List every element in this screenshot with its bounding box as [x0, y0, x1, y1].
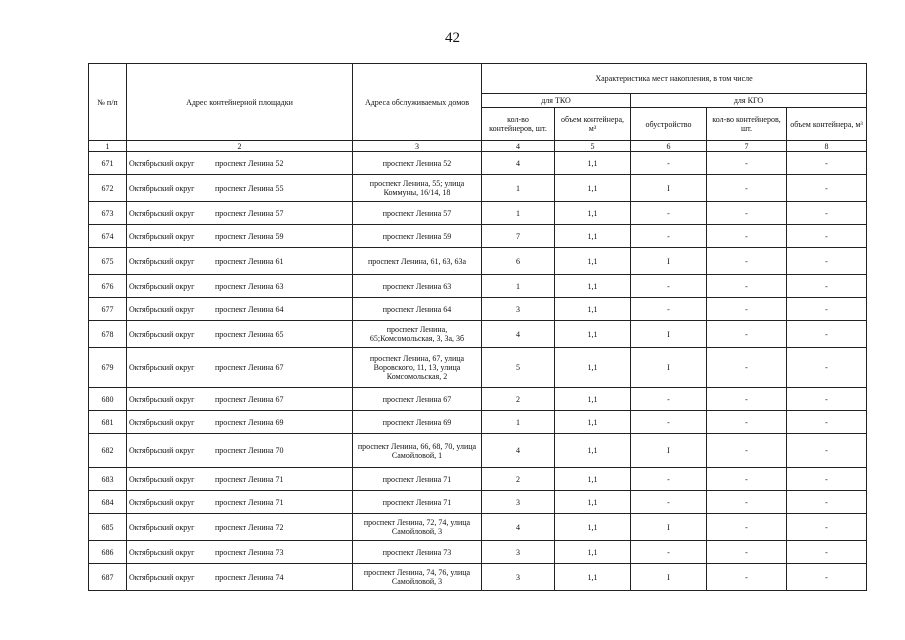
- tko-count: 1: [482, 202, 555, 225]
- served-addresses: проспект Ленина 59: [353, 225, 482, 248]
- site-street: проспект Ленина 67: [215, 363, 284, 372]
- site-address-cell: [127, 248, 353, 275]
- row-number: 672: [89, 175, 127, 202]
- kgo-count: -: [707, 434, 787, 468]
- district-name: Октябрьский округ: [129, 158, 195, 168]
- kgo-volume: -: [787, 541, 867, 564]
- site-address-cell: [127, 514, 353, 541]
- tko-volume: 1,1: [555, 248, 631, 275]
- tko-volume: 1,1: [555, 175, 631, 202]
- kgo-arrangement: -: [631, 298, 707, 321]
- tko-count: 4: [482, 514, 555, 541]
- site-street: проспект Ленина 72: [215, 522, 284, 532]
- kgo-count: -: [707, 175, 787, 202]
- header-tko-count: кол-во контейнеров, шт.: [482, 108, 555, 141]
- district-name: Октябрьский округ: [129, 208, 195, 218]
- served-addresses: проспект Ленина, 55; улица Коммуны, 16/14, 18: [353, 175, 482, 202]
- tko-count: 3: [482, 564, 555, 591]
- served-addresses: проспект Ленина 73: [353, 541, 482, 564]
- district-name: Октябрьский округ: [129, 497, 195, 507]
- served-addresses: проспект Ленина, 66, 68, 70, улица Самойловой, 1: [353, 434, 482, 468]
- served-addresses: проспект Ленина 71: [353, 491, 482, 514]
- kgo-arrangement: -: [631, 491, 707, 514]
- kgo-volume: -: [787, 514, 867, 541]
- kgo-count: -: [707, 468, 787, 491]
- table-row: [89, 564, 867, 591]
- site-address-cell: [127, 491, 353, 514]
- tko-volume: 1,1: [555, 564, 631, 591]
- header-group-kgo: для КГО: [631, 94, 867, 108]
- row-number: 682: [89, 434, 127, 468]
- tko-count: 5: [482, 348, 555, 388]
- kgo-arrangement: I: [631, 348, 707, 388]
- tko-count: 1: [482, 175, 555, 202]
- site-street: проспект Ленина 74: [215, 572, 284, 582]
- served-addresses: проспект Ленина 67: [353, 388, 482, 411]
- row-number: 680: [89, 388, 127, 411]
- tko-count: 2: [482, 388, 555, 411]
- tko-count: 3: [482, 491, 555, 514]
- site-address-cell: [127, 411, 353, 434]
- kgo-count: -: [707, 225, 787, 248]
- site-address-cell: [127, 175, 353, 202]
- served-addresses: проспект Ленина, 61, 63, 63а: [353, 248, 482, 275]
- site-address-cell: [127, 564, 353, 591]
- tko-volume: 1,1: [555, 541, 631, 564]
- site-street: проспект Ленина 67: [215, 394, 284, 404]
- header-number: № п/п: [89, 64, 127, 141]
- site-street: проспект Ленина 64: [215, 304, 284, 314]
- site-address-cell: [127, 541, 353, 564]
- tko-count: 3: [482, 541, 555, 564]
- served-addresses: проспект Ленина, 74, 76, улица Самойловой, 3: [353, 564, 482, 591]
- district-name: Октябрьский округ: [129, 183, 195, 193]
- table-row: [89, 321, 867, 348]
- kgo-volume: -: [787, 388, 867, 411]
- tko-volume: 1,1: [555, 388, 631, 411]
- district-name: Октябрьский округ: [129, 547, 195, 557]
- table-row: [89, 202, 867, 225]
- district-name: Октябрьский округ: [129, 474, 195, 484]
- kgo-arrangement: -: [631, 388, 707, 411]
- header-col-index: 2: [127, 141, 353, 152]
- header-site-address: Адрес контейнерной площадки: [127, 64, 353, 141]
- district-name: Октябрьский округ: [129, 363, 195, 372]
- row-number: 683: [89, 468, 127, 491]
- row-number: 673: [89, 202, 127, 225]
- kgo-count: -: [707, 491, 787, 514]
- kgo-volume: -: [787, 468, 867, 491]
- table-row: [89, 152, 867, 175]
- header-col-index: 3: [353, 141, 482, 152]
- served-addresses: проспект Ленина 64: [353, 298, 482, 321]
- row-number: 676: [89, 275, 127, 298]
- table-row: [89, 275, 867, 298]
- district-name: Октябрьский округ: [129, 394, 195, 404]
- kgo-count: -: [707, 564, 787, 591]
- site-street: проспект Ленина 61: [215, 256, 284, 266]
- kgo-volume: -: [787, 225, 867, 248]
- kgo-volume: -: [787, 491, 867, 514]
- site-street: проспект Ленина 65: [215, 329, 284, 339]
- kgo-volume: -: [787, 202, 867, 225]
- tko-volume: 1,1: [555, 152, 631, 175]
- tko-volume: 1,1: [555, 434, 631, 468]
- site-address-cell: [127, 202, 353, 225]
- tko-volume: 1,1: [555, 348, 631, 388]
- kgo-arrangement: -: [631, 468, 707, 491]
- tko-volume: 1,1: [555, 298, 631, 321]
- kgo-arrangement: -: [631, 411, 707, 434]
- table-row: [89, 248, 867, 275]
- tko-count: 6: [482, 248, 555, 275]
- header-characteristics: Характеристика мест накопления, в том числе: [482, 64, 867, 94]
- tko-count: 4: [482, 152, 555, 175]
- header-col-index: 1: [89, 141, 127, 152]
- site-street: проспект Ленина 73: [215, 547, 284, 557]
- kgo-count: -: [707, 275, 787, 298]
- served-addresses: проспект Ленина 52: [353, 152, 482, 175]
- district-name: Октябрьский округ: [129, 572, 195, 582]
- header-kgo-volume: объем контейнера, м³: [787, 108, 867, 141]
- kgo-arrangement: -: [631, 202, 707, 225]
- kgo-volume: -: [787, 564, 867, 591]
- kgo-volume: -: [787, 321, 867, 348]
- site-street: проспект Ленина 71: [215, 497, 284, 507]
- tko-count: 4: [482, 434, 555, 468]
- table-row: [89, 225, 867, 248]
- tko-count: 1: [482, 411, 555, 434]
- site-address-cell: [127, 468, 353, 491]
- header-kgo-arrangement: обустройство: [631, 108, 707, 141]
- table-row: [89, 388, 867, 411]
- tko-volume: 1,1: [555, 514, 631, 541]
- district-name: Октябрьский округ: [129, 304, 195, 314]
- kgo-arrangement: -: [631, 225, 707, 248]
- kgo-arrangement: I: [631, 321, 707, 348]
- table-row: [89, 491, 867, 514]
- site-street: проспект Ленина 57: [215, 208, 284, 218]
- header-kgo-count: кол-во контейнеров, шт.: [707, 108, 787, 141]
- table-header: [89, 64, 867, 152]
- table-row: [89, 298, 867, 321]
- site-address-cell: [127, 225, 353, 248]
- kgo-arrangement: I: [631, 564, 707, 591]
- served-addresses: проспект Ленина, 67, улица Воровского, 11, 13, улица Комсомольская, 2: [353, 348, 482, 388]
- kgo-arrangement: I: [631, 248, 707, 275]
- tko-count: 1: [482, 275, 555, 298]
- kgo-count: -: [707, 321, 787, 348]
- table-row: [89, 434, 867, 468]
- site-address-cell: [127, 275, 353, 298]
- table-row: [89, 468, 867, 491]
- kgo-arrangement: I: [631, 175, 707, 202]
- site-street: проспект Ленина 55: [215, 183, 284, 193]
- served-addresses: проспект Ленина 57: [353, 202, 482, 225]
- tko-volume: 1,1: [555, 468, 631, 491]
- tko-volume: 1,1: [555, 411, 631, 434]
- kgo-volume: -: [787, 411, 867, 434]
- site-street: проспект Ленина 52: [215, 158, 284, 168]
- header-tko-volume: объем контейнера, м³: [555, 108, 631, 141]
- site-street: проспект Ленина 59: [215, 231, 284, 241]
- tko-count: 3: [482, 298, 555, 321]
- table-row: [89, 175, 867, 202]
- kgo-count: -: [707, 411, 787, 434]
- kgo-count: -: [707, 248, 787, 275]
- kgo-volume: -: [787, 275, 867, 298]
- tko-count: 4: [482, 321, 555, 348]
- kgo-volume: -: [787, 348, 867, 388]
- served-addresses: проспект Ленина 71: [353, 468, 482, 491]
- row-number: 671: [89, 152, 127, 175]
- kgo-volume: -: [787, 434, 867, 468]
- tko-volume: 1,1: [555, 321, 631, 348]
- district-name: Октябрьский округ: [129, 522, 195, 532]
- row-number: 687: [89, 564, 127, 591]
- table-row: [89, 411, 867, 434]
- row-number: 684: [89, 491, 127, 514]
- header-col-index: 8: [787, 141, 867, 152]
- table-row: [89, 541, 867, 564]
- district-name: Октябрьский округ: [129, 231, 195, 241]
- served-addresses: проспект Ленина 69: [353, 411, 482, 434]
- table-row: [89, 514, 867, 541]
- district-name: Октябрьский округ: [129, 256, 195, 266]
- kgo-count: -: [707, 541, 787, 564]
- header-col-index: 5: [555, 141, 631, 152]
- district-name: Октябрьский округ: [129, 281, 195, 291]
- site-street: проспект Ленина 71: [215, 474, 284, 484]
- kgo-count: -: [707, 298, 787, 321]
- tko-volume: 1,1: [555, 225, 631, 248]
- site-address-cell: [127, 298, 353, 321]
- kgo-count: -: [707, 388, 787, 411]
- served-addresses: проспект Ленина, 65;Комсомольская, 3, 3а, 3б: [353, 321, 482, 348]
- district-name: Октябрьский округ: [129, 417, 195, 427]
- site-address-cell: [127, 348, 353, 388]
- row-number: 678: [89, 321, 127, 348]
- kgo-arrangement: I: [631, 434, 707, 468]
- kgo-count: -: [707, 152, 787, 175]
- kgo-volume: -: [787, 248, 867, 275]
- header-served-addresses: Адреса обслуживаемых домов: [353, 64, 482, 141]
- site-address-cell: [127, 152, 353, 175]
- row-number: 677: [89, 298, 127, 321]
- row-number: 674: [89, 225, 127, 248]
- kgo-arrangement: -: [631, 275, 707, 298]
- kgo-volume: -: [787, 152, 867, 175]
- header-col-index: 7: [707, 141, 787, 152]
- header-numbering-row: [89, 141, 867, 152]
- row-number: 686: [89, 541, 127, 564]
- site-street: проспект Ленина 63: [215, 281, 284, 291]
- site-address-cell: [127, 321, 353, 348]
- page-number: 42: [445, 30, 460, 46]
- kgo-count: -: [707, 514, 787, 541]
- tko-count: 2: [482, 468, 555, 491]
- kgo-count: -: [707, 202, 787, 225]
- kgo-volume: -: [787, 298, 867, 321]
- header-col-index: 4: [482, 141, 555, 152]
- kgo-arrangement: I: [631, 514, 707, 541]
- kgo-volume: -: [787, 175, 867, 202]
- served-addresses: проспект Ленина 63: [353, 275, 482, 298]
- row-number: 685: [89, 514, 127, 541]
- table-row: [89, 348, 867, 388]
- header-col-index: 6: [631, 141, 707, 152]
- site-address-cell: [127, 434, 353, 468]
- kgo-arrangement: -: [631, 541, 707, 564]
- table-body: [89, 152, 867, 591]
- tko-count: 7: [482, 225, 555, 248]
- district-name: Октябрьский округ: [129, 446, 195, 455]
- tko-volume: 1,1: [555, 491, 631, 514]
- row-number: 681: [89, 411, 127, 434]
- tko-volume: 1,1: [555, 275, 631, 298]
- tko-volume: 1,1: [555, 202, 631, 225]
- site-street: проспект Ленина 70: [215, 446, 284, 455]
- header-group-tko: для ТКО: [482, 94, 631, 108]
- container-sites-table: [88, 63, 867, 591]
- row-number: 679: [89, 348, 127, 388]
- district-name: Октябрьский округ: [129, 329, 195, 339]
- kgo-count: -: [707, 348, 787, 388]
- served-addresses: проспект Ленина, 72, 74, улица Самойловой, 3: [353, 514, 482, 541]
- site-address-cell: [127, 388, 353, 411]
- row-number: 675: [89, 248, 127, 275]
- kgo-arrangement: -: [631, 152, 707, 175]
- site-street: проспект Ленина 69: [215, 417, 284, 427]
